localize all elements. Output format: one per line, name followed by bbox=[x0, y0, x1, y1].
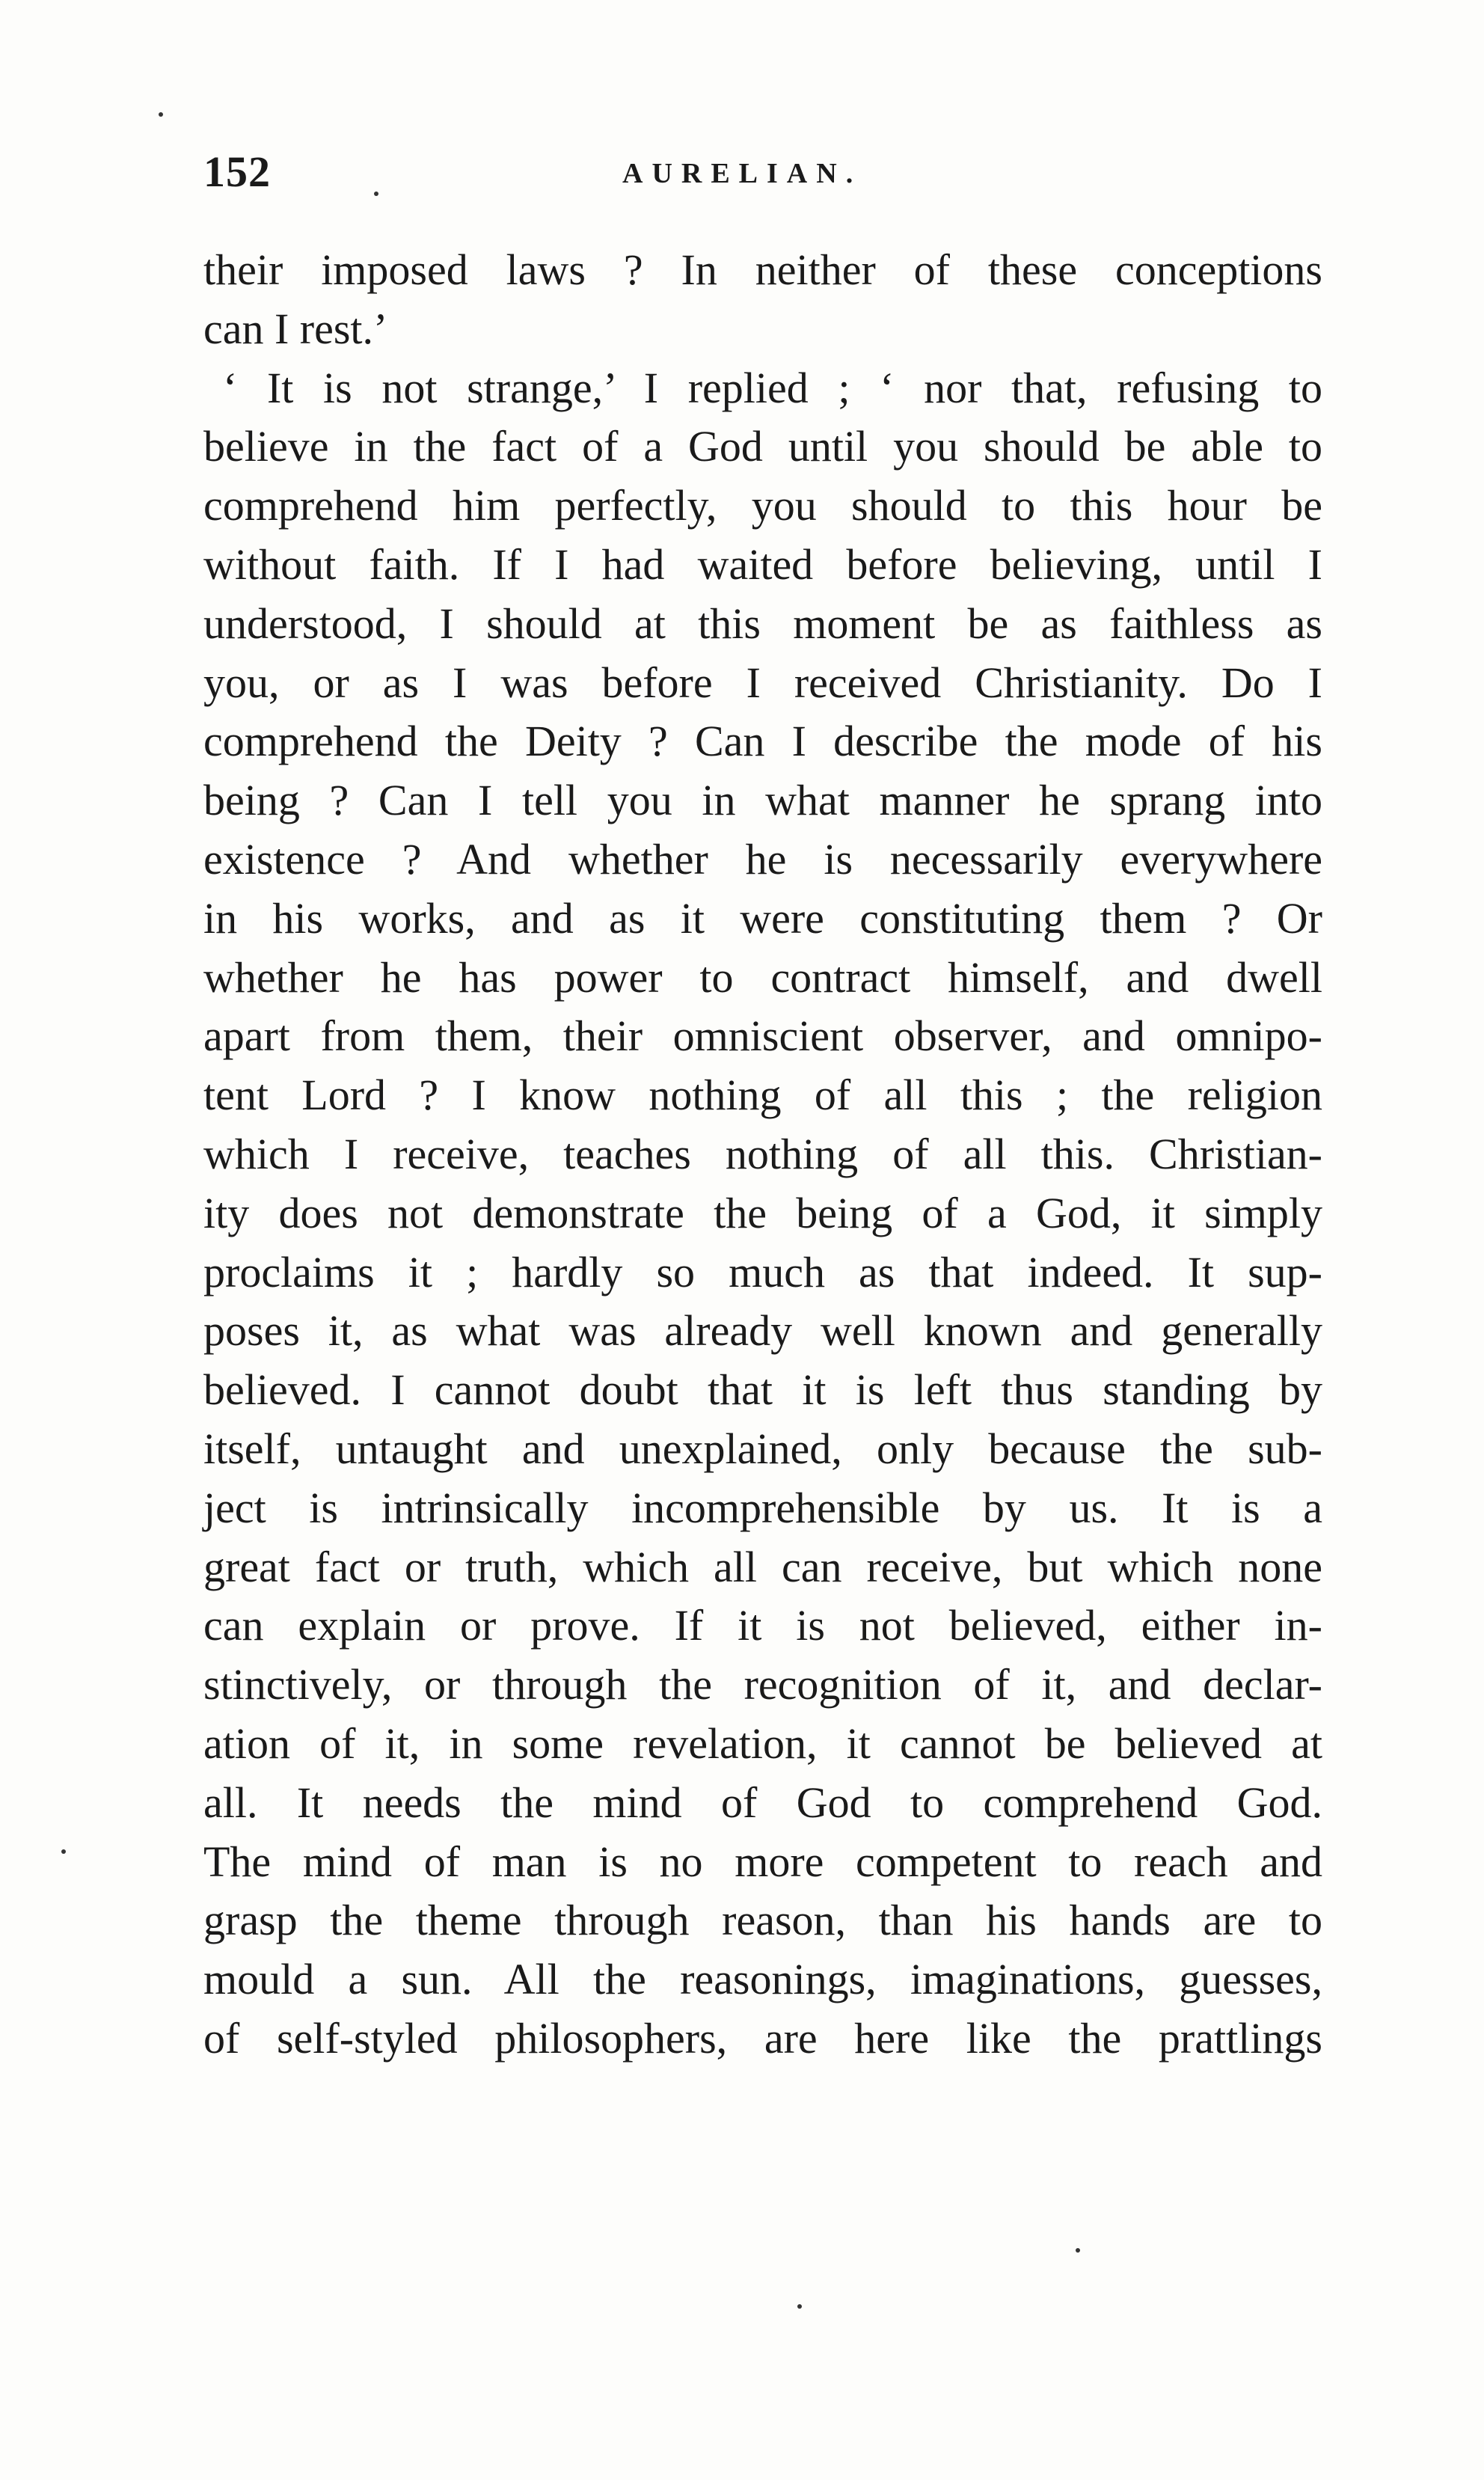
text-line: believed. I cannot doubt that it is left thus standing by bbox=[203, 1365, 1322, 1415]
text-line: poses it, as what was already well known and generally bbox=[203, 1306, 1322, 1356]
print-speck bbox=[1076, 2248, 1080, 2253]
text-line: proclaims it ; hardly so much as that indeed. It sup- bbox=[203, 1247, 1322, 1296]
text-line: mould a sun. All the reasonings, imaginations, guesses, bbox=[203, 1955, 1322, 2004]
text-line: ation of it, in some revelation, it cannot be believed at bbox=[203, 1718, 1322, 1768]
print-speck bbox=[61, 1849, 66, 1854]
text-line: their imposed laws ? In neither of these conceptions bbox=[203, 245, 1322, 294]
text-line: apart from them, their omniscient observer, and omnipo- bbox=[203, 1011, 1322, 1061]
text-line: tent Lord ? I know nothing of all this ; the religion bbox=[203, 1071, 1322, 1120]
text-line: understood, I should at this moment be as faithless as bbox=[203, 598, 1322, 648]
text-line: of self-styled philosophers, are here like the prattlings bbox=[203, 2013, 1322, 2063]
print-speck bbox=[159, 112, 163, 117]
text-line: you, or as I was before I received Christianity. Do I bbox=[203, 658, 1322, 707]
print-speck bbox=[374, 192, 378, 196]
text-line: ‘ It is not strange,’ I replied ; ‘ nor that, refusing to bbox=[223, 363, 1322, 412]
text-line: believe in the fact of a God until you should be able to bbox=[203, 422, 1322, 471]
text-line: existence ? And whether he is necessarily everywhere bbox=[203, 834, 1322, 884]
text-line: comprehend the Deity ? Can I describe the mode of his bbox=[203, 717, 1322, 766]
running-head: AURELIAN. bbox=[622, 158, 862, 189]
page-header bbox=[203, 147, 1325, 206]
text-line: which I receive, teaches nothing of all this. Christian- bbox=[203, 1129, 1322, 1178]
body-text bbox=[203, 241, 1322, 2069]
text-line: ject is intrinsically incomprehensible by us. It is a bbox=[203, 1483, 1322, 1532]
text-line: great fact or truth, which all can receive, but which none bbox=[203, 1542, 1322, 1591]
text-line: without faith. If I had waited before believing, until I bbox=[203, 539, 1322, 589]
text-line: ity does not demonstrate the being of a God, it simply bbox=[203, 1188, 1322, 1237]
text-line: grasp the theme through reason, than his hands are to bbox=[203, 1896, 1322, 1945]
text-line: The mind of man is no more competent to reach and bbox=[203, 1837, 1322, 1886]
text-line: being ? Can I tell you in what manner he sprang into bbox=[203, 776, 1322, 825]
text-line: can I rest.’ bbox=[203, 304, 388, 353]
text-line: whether he has power to contract himself, and dwell bbox=[203, 952, 1322, 1002]
print-speck bbox=[797, 2304, 802, 2309]
text-line: in his works, and as it were constituting them ? Or bbox=[203, 893, 1322, 943]
text-line: can explain or prove. If it is not believed, either in- bbox=[203, 1601, 1322, 1650]
page-number: 152 bbox=[203, 147, 271, 196]
text-line: itself, untaught and unexplained, only because the sub- bbox=[203, 1424, 1322, 1473]
text-line: stinctively, or through the recognition of it, and declar- bbox=[203, 1660, 1322, 1709]
text-line: comprehend him perfectly, you should to this hour be bbox=[203, 481, 1322, 530]
text-line: all. It needs the mind of God to comprehend God. bbox=[203, 1778, 1322, 1827]
